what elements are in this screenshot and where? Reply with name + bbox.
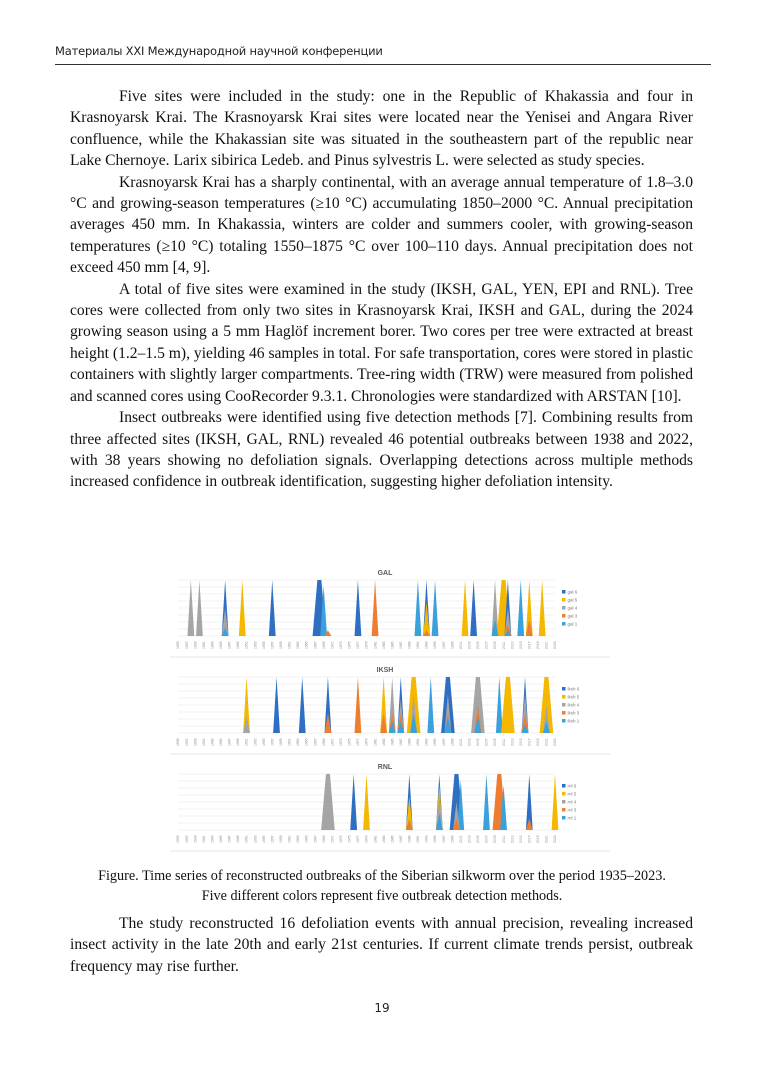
caption-line-2: Five different colors represent five outbreak detection methods.: [201, 888, 563, 904]
x-tick-label: 2017: [527, 738, 532, 746]
x-tick-label: 1991: [416, 738, 421, 746]
x-tick-label: 2019: [536, 835, 541, 843]
x-tick-label: 2019: [536, 641, 541, 649]
x-tick-label: 1997: [441, 641, 446, 649]
x-tick-label: 1937: [184, 641, 189, 649]
x-tick-label: 2005: [476, 835, 481, 843]
x-tick-label: 1939: [193, 738, 198, 746]
figure-caption: [62, 866, 702, 906]
x-tick-label: 2015: [518, 738, 523, 746]
legend-label: gal 3: [567, 613, 578, 619]
legend-label: iksh 4: [567, 702, 580, 708]
legend-label: gal 1: [567, 621, 578, 627]
x-tick-label: 1945: [219, 835, 224, 843]
x-tick-label: 1993: [424, 641, 429, 649]
x-tick-label: 1987: [398, 835, 403, 843]
x-tick-label: 1987: [398, 738, 403, 746]
x-tick-label: 1941: [201, 835, 206, 843]
x-tick-label: 2007: [484, 835, 489, 843]
x-tick-label: 1975: [347, 738, 352, 746]
chart-panel-gal: [170, 570, 610, 657]
legend-swatch: [562, 711, 566, 715]
x-tick-label: 1991: [416, 641, 421, 649]
header-rule: [55, 64, 711, 65]
x-tick-label: 2001: [458, 738, 463, 746]
x-tick-label: 1951: [244, 738, 249, 746]
x-tick-label: 2015: [518, 835, 523, 843]
x-tick-label: 1967: [313, 738, 318, 746]
x-tick-label: 2017: [527, 835, 532, 843]
x-tick-label: 1985: [390, 738, 395, 746]
legend-label: gal 4: [567, 605, 578, 611]
x-tick-label: 1953: [253, 641, 258, 649]
x-tick-label: 1943: [210, 835, 215, 843]
x-tick-label: 1991: [416, 835, 421, 843]
x-tick-label: 2013: [510, 738, 515, 746]
x-tick-label: 1967: [313, 835, 318, 843]
x-tick-label: 2001: [458, 835, 463, 843]
figure-outbreak-time-series: [170, 566, 610, 858]
x-tick-label: 1941: [201, 641, 206, 649]
x-tick-label: 1949: [236, 738, 241, 746]
legend-label: rnl 5: [567, 791, 577, 797]
x-tick-label: 1979: [364, 835, 369, 843]
x-tick-label: 1969: [321, 835, 326, 843]
x-tick-label: 1945: [219, 641, 224, 649]
x-tick-label: 2023: [553, 835, 558, 843]
x-tick-label: 1943: [210, 641, 215, 649]
outbreak-charts: [170, 566, 610, 858]
running-head: Материалы XXI Международной научной конференции: [55, 44, 383, 58]
x-tick-label: 1985: [390, 641, 395, 649]
x-tick-label: 1971: [330, 641, 335, 649]
legend-swatch: [562, 800, 566, 804]
x-tick-label: 1995: [433, 641, 438, 649]
legend-swatch: [562, 808, 566, 812]
legend-swatch: [562, 606, 566, 610]
x-tick-label: 1955: [261, 835, 266, 843]
x-tick-label: 2001: [458, 641, 463, 649]
x-tick-label: 2003: [467, 641, 472, 649]
paragraph-methods: A total of five sites were examined in the study (IKSH, GAL, YEN, EPI and RNL). Tree cores were collected from only two sites in Krasnoyarsk Krai, IKSH and GAL, during the 2024 growing season using a 5 mm Haglöf increment borer. Two cores per tree were extracted at breast height (1.2–1.5 m), yielding 46 samples in total. For safe transportation, cores were stored in plastic containers with slightly larger compartments. Tree-ring width (TRW) were measured from polished and scanned cores using CooRecorder 9.3.1. Chronologies were standardized with ARSTAN [10].: [70, 280, 693, 405]
x-tick-label: 1935: [176, 835, 181, 843]
x-tick-label: 1951: [244, 835, 249, 843]
x-tick-label: 1977: [356, 835, 361, 843]
legend-swatch: [562, 598, 566, 602]
x-tick-label: 1981: [373, 641, 378, 649]
x-tick-label: 1971: [330, 835, 335, 843]
x-tick-label: 1969: [321, 641, 326, 649]
legend-swatch: [562, 614, 566, 618]
x-tick-label: 2019: [536, 738, 541, 746]
x-tick-label: 1967: [313, 641, 318, 649]
legend-label: iksh 1: [567, 718, 580, 724]
x-tick-label: 1997: [441, 835, 446, 843]
x-tick-label: 1989: [407, 835, 412, 843]
x-tick-label: 1995: [433, 835, 438, 843]
legend-swatch: [562, 590, 566, 594]
x-tick-label: 1989: [407, 738, 412, 746]
legend-swatch: [562, 703, 566, 707]
x-tick-label: 2011: [501, 641, 506, 649]
x-tick-label: 2005: [476, 738, 481, 746]
x-tick-label: 1963: [296, 641, 301, 649]
x-tick-label: 1957: [270, 835, 275, 843]
x-tick-label: 1975: [347, 641, 352, 649]
x-tick-label: 1935: [176, 641, 181, 649]
paragraph-climate: Krasnoyarsk Krai has a sharply continental, with an average annual temperature of 1.8–3.0 °C and growing-season temperatures (≥10 °C) accumulating 1850–2000 °C. Annual precipitation averages 450 mm. In Khakassia, winters are colder and summers cooler, with growing-season temperatures (≥10 °C) totaling 1550–1875 °C over 100–110 days. Annual precipitation does not exceed 450 mm [4, 9].: [70, 173, 693, 277]
x-tick-label: 1937: [184, 835, 189, 843]
legend-label: iksh 6: [567, 686, 580, 692]
legend-swatch: [562, 784, 566, 788]
x-tick-label: 1981: [373, 835, 378, 843]
x-tick-label: 2003: [467, 738, 472, 746]
x-tick-label: 1961: [287, 641, 292, 649]
x-tick-label: 1989: [407, 641, 412, 649]
x-tick-label: 1941: [201, 738, 206, 746]
x-tick-label: 1999: [450, 738, 455, 746]
x-tick-label: 1959: [279, 835, 284, 843]
x-tick-label: 1993: [424, 835, 429, 843]
x-tick-label: 1999: [450, 835, 455, 843]
legend-label: rnl 6: [567, 783, 577, 789]
x-tick-label: 2013: [510, 835, 515, 843]
x-tick-label: 2021: [544, 738, 549, 746]
x-tick-label: 1959: [279, 641, 284, 649]
legend-label: rnl 4: [567, 799, 577, 805]
legend-label: rnl 1: [567, 815, 577, 821]
page-number: 19: [374, 1001, 390, 1015]
x-tick-label: 2005: [476, 641, 481, 649]
x-tick-label: 1983: [381, 641, 386, 649]
body-text-bottom: [70, 913, 693, 977]
paragraph-outbreaks: Insect outbreaks were identified using five detection methods [7]. Combining results from three affected sites (IKSH, GAL, RNL) revealed 46 potential outbreaks between 1938 and 2022, with 38 years showing no defoliation signals. Overlapping detections across multiple methods increased confidence in outbreak identification, suggesting higher defoliation intensity.: [70, 409, 693, 491]
x-tick-label: 2007: [484, 738, 489, 746]
x-tick-label: 1959: [279, 738, 284, 746]
x-tick-label: 1987: [398, 641, 403, 649]
x-tick-label: 1963: [296, 738, 301, 746]
x-tick-label: 1973: [338, 738, 343, 746]
x-tick-label: 1943: [210, 738, 215, 746]
paragraph-study-sites: Five sites were included in the study: one in the Republic of Khakassia and four in Krasnoyarsk Krai. The Krasnoyarsk Krai sites were located near the Yenisei and Angara River confluence, while the Khakassian site was situated in the southeastern part of the republic near Lake Chernoye. Larix sibirica Ledeb. and Pinus sylvestris L. were selected as study species.: [70, 88, 693, 170]
x-tick-label: 1939: [193, 835, 198, 843]
x-tick-label: 1997: [441, 738, 446, 746]
x-tick-label: 1995: [433, 738, 438, 746]
legend-swatch: [562, 622, 566, 626]
legend-label: iksh 5: [567, 694, 580, 700]
legend-label: iksh 3: [567, 710, 580, 716]
x-tick-label: 1953: [253, 835, 258, 843]
x-tick-label: 1953: [253, 738, 258, 746]
x-tick-label: 2013: [510, 641, 515, 649]
paragraph-conclusion: The study reconstructed 16 defoliation events with annual precision, revealing increased insect activity in the late 20th and early 21st centuries. If current climate trends persist, outbreak frequency may rise further.: [70, 915, 693, 975]
x-tick-label: 2021: [544, 835, 549, 843]
x-tick-label: 1947: [227, 738, 232, 746]
x-tick-label: 2011: [501, 835, 506, 843]
chart-title: RNL: [377, 764, 393, 771]
chart-panel-rnl: [170, 764, 610, 851]
chart-title: IKSH: [376, 667, 394, 674]
x-tick-label: 1963: [296, 835, 301, 843]
x-tick-label: 2023: [553, 738, 558, 746]
x-tick-label: 1955: [261, 738, 266, 746]
chart-title: GAL: [377, 570, 393, 577]
x-tick-label: 1947: [227, 835, 232, 843]
x-tick-label: 1977: [356, 738, 361, 746]
x-tick-label: 1957: [270, 641, 275, 649]
legend-swatch: [562, 687, 566, 691]
x-tick-label: 1961: [287, 835, 292, 843]
x-tick-label: 2017: [527, 641, 532, 649]
x-tick-label: 1993: [424, 738, 429, 746]
x-tick-label: 1955: [261, 641, 266, 649]
legend-label: gal 5: [567, 597, 578, 603]
x-tick-label: 1977: [356, 641, 361, 649]
x-tick-label: 1973: [338, 641, 343, 649]
body-text-top: [70, 86, 693, 493]
legend-swatch: [562, 792, 566, 796]
x-tick-label: 1935: [176, 738, 181, 746]
caption-line-1: Figure. Time series of reconstructed outbreaks of the Siberian silkworm over the period 1935–2023.: [98, 868, 666, 884]
x-tick-label: 1937: [184, 738, 189, 746]
x-tick-label: 2009: [493, 641, 498, 649]
x-tick-label: 1965: [304, 738, 309, 746]
legend-swatch: [562, 719, 566, 723]
x-tick-label: 1961: [287, 738, 292, 746]
x-tick-label: 2021: [544, 641, 549, 649]
x-tick-label: 1969: [321, 738, 326, 746]
x-tick-label: 1965: [304, 641, 309, 649]
x-tick-label: 1983: [381, 835, 386, 843]
legend-swatch: [562, 695, 566, 699]
x-tick-label: 1951: [244, 641, 249, 649]
x-tick-label: 2009: [493, 835, 498, 843]
x-tick-label: 1945: [219, 738, 224, 746]
x-tick-label: 1949: [236, 641, 241, 649]
x-tick-label: 1949: [236, 835, 241, 843]
legend-swatch: [562, 816, 566, 820]
x-tick-label: 2011: [501, 738, 506, 746]
x-tick-label: 2009: [493, 738, 498, 746]
x-tick-label: 1985: [390, 835, 395, 843]
x-tick-label: 1947: [227, 641, 232, 649]
x-tick-label: 1975: [347, 835, 352, 843]
x-tick-label: 1957: [270, 738, 275, 746]
x-tick-label: 1983: [381, 738, 386, 746]
x-tick-label: 1971: [330, 738, 335, 746]
x-tick-label: 1981: [373, 738, 378, 746]
x-tick-label: 1979: [364, 738, 369, 746]
legend-label: gal 6: [567, 589, 578, 595]
x-tick-label: 2003: [467, 835, 472, 843]
x-tick-label: 1939: [193, 641, 198, 649]
x-tick-label: 2007: [484, 641, 489, 649]
chart-panel-iksh: [170, 667, 610, 754]
x-tick-label: 1979: [364, 641, 369, 649]
x-tick-label: 1999: [450, 641, 455, 649]
legend-label: rnl 3: [567, 807, 577, 813]
x-tick-label: 2015: [518, 641, 523, 649]
x-tick-label: 2023: [553, 641, 558, 649]
x-tick-label: 1973: [338, 835, 343, 843]
x-tick-label: 1965: [304, 835, 309, 843]
